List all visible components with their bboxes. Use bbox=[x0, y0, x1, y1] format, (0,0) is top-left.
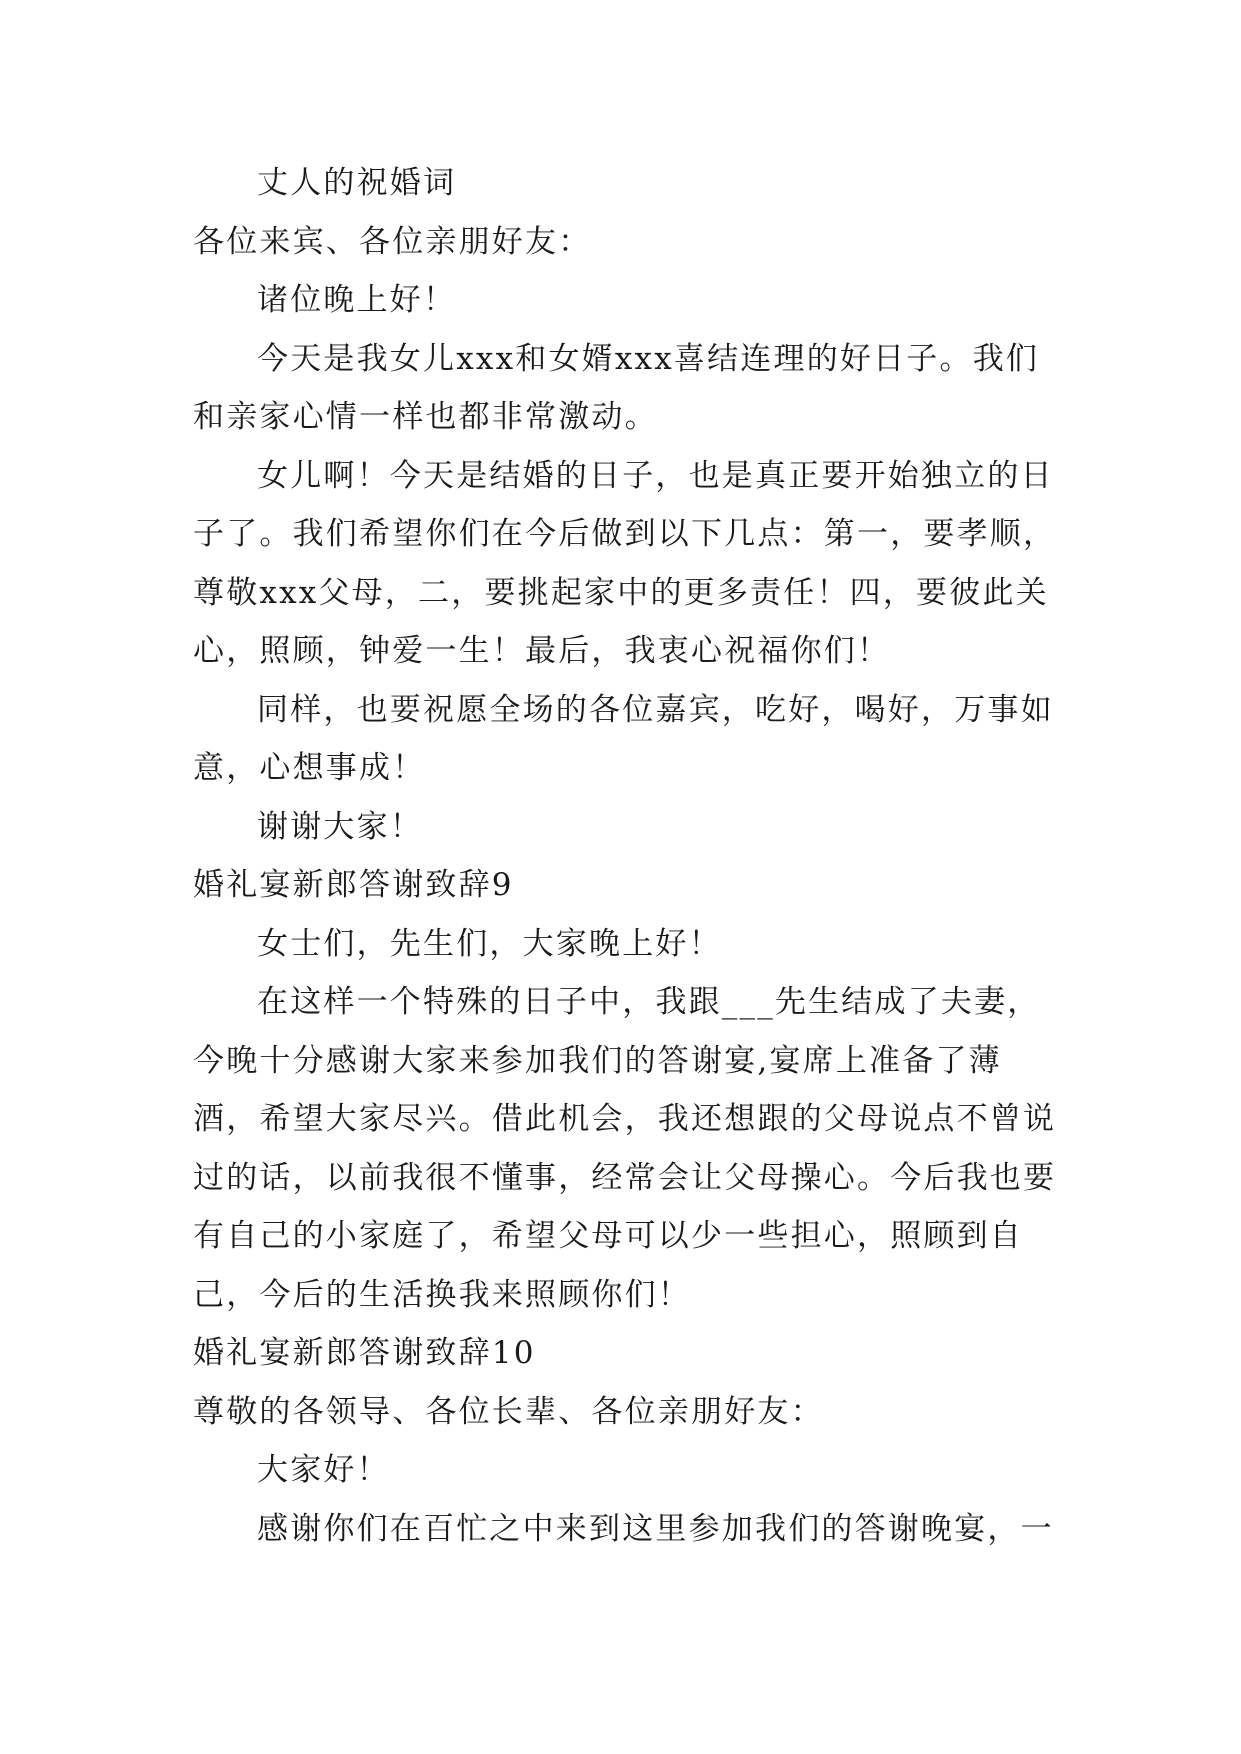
greeting: 大家好！ bbox=[257, 1452, 390, 1488]
paragraph: 女儿啊！今天是结婚的日子，也是真正要开始独立的日子了。我们希望你们在今后做到以下几点：第一，要孝顺，尊敬xxx父母，二，要挑起家中的更多责任！四，要彼此关心，照顾，钟爱一生！最后，我衷心祝福你们！ bbox=[193, 457, 1057, 669]
greeting: 诸位晚上好！ bbox=[257, 282, 457, 318]
greeting: 女士们，先生们，大家晚上好！ bbox=[257, 925, 722, 962]
paragraph: 今天是我女儿xxx和女婿xxx喜结连理的好日子。我们和亲家心情一样也都非常激动。 bbox=[193, 340, 1040, 435]
section-title: 丈人的祝婚词 bbox=[257, 165, 457, 201]
section-title: 婚礼宴新郎答谢致辞10 bbox=[193, 1335, 536, 1371]
paragraph: 同样，也要祝愿全场的各位嘉宾，吃好，喝好，万事如意，心想事成！ bbox=[193, 691, 1054, 786]
salutation: 尊敬的各领导、各位长辈、各位亲朋好友： bbox=[193, 1393, 824, 1430]
closing-thanks: 谢谢大家！ bbox=[257, 808, 423, 845]
salutation: 各位来宾、各位亲朋好友： bbox=[193, 223, 592, 260]
paragraph: 感谢你们在百忙之中来到这里参加我们的答谢晚宴，一 bbox=[257, 1510, 1054, 1547]
paragraph: 在这样一个特殊的日子中，我跟___先生结成了夫妻，今晚十分感谢大家来参加我们的答谢宴,宴席上准备了薄酒，希望大家尽兴。借此机会，我还想跟的父母说点不曾说过的话，以前我很不懂事，经常会让父母操心。今后我也要有自己的小家庭了，希望父母可以少一些担心，照顾到自己，今后的生活换我来照顾你们！ bbox=[193, 984, 1057, 1313]
section-title: 婚礼宴新郎答谢致辞9 bbox=[193, 867, 514, 903]
document-body bbox=[193, 154, 1063, 1558]
